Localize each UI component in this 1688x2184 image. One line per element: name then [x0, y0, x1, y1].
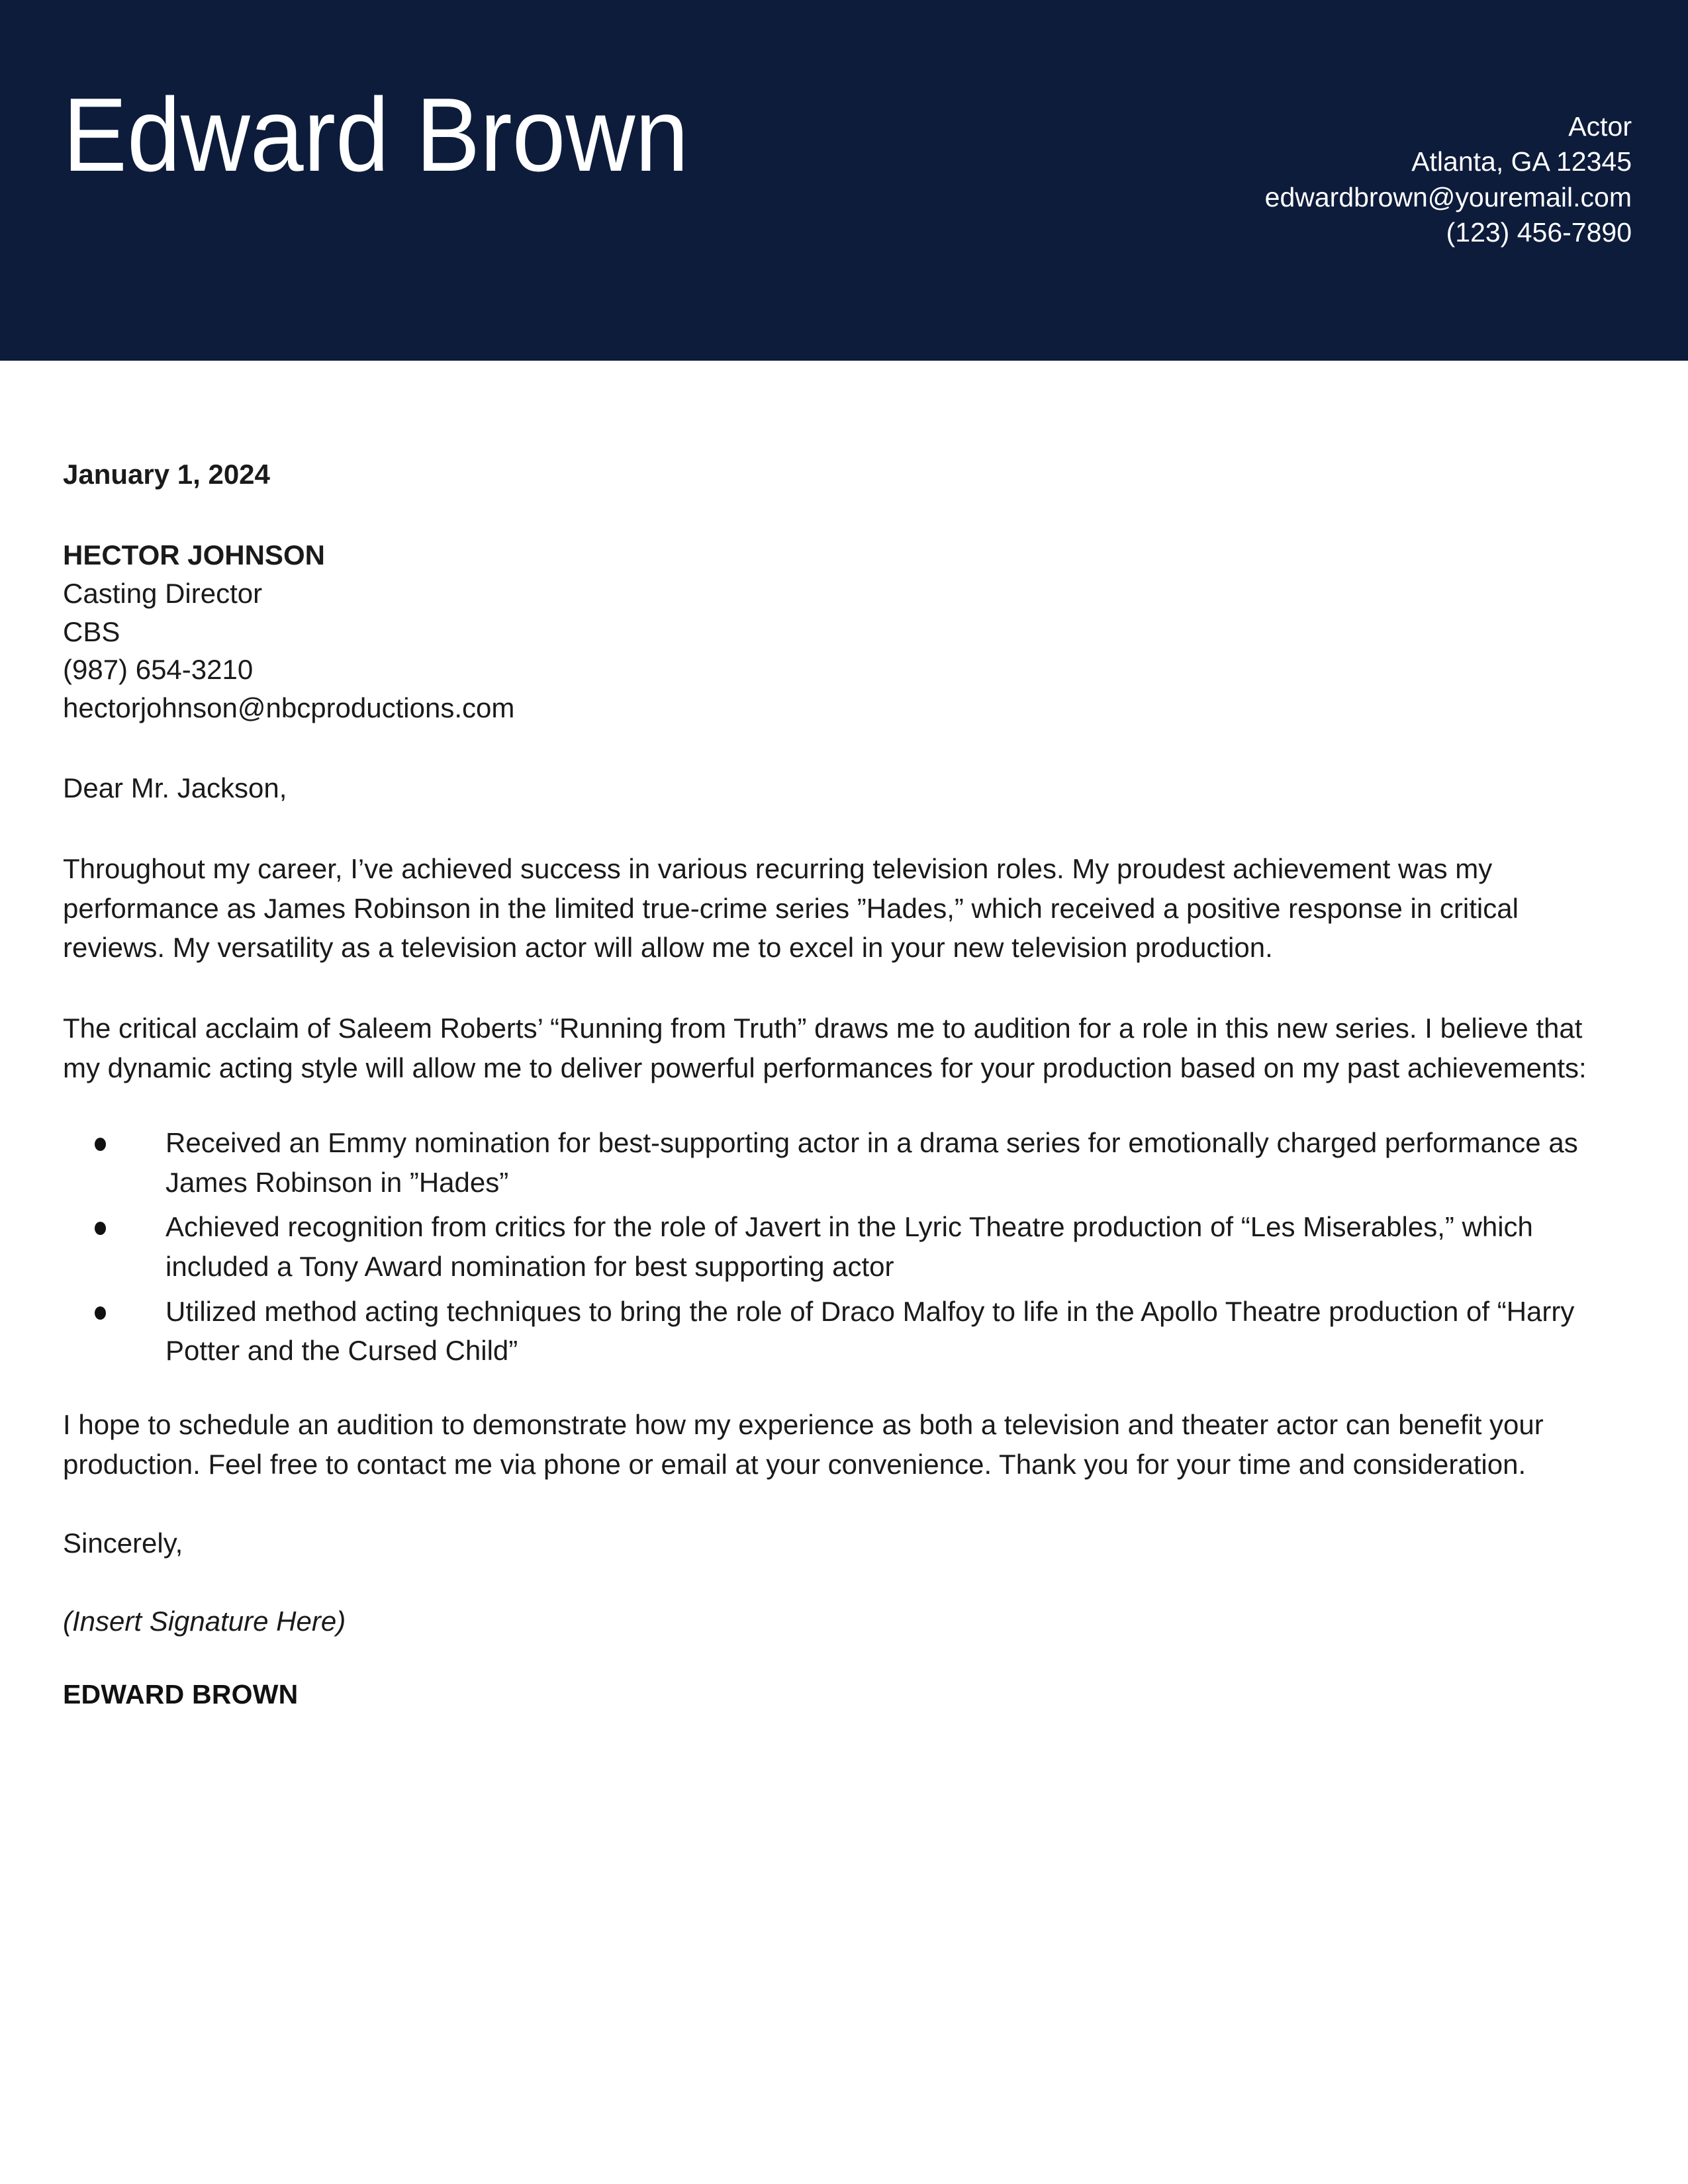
sign-off: Sincerely,	[63, 1527, 183, 1559]
achievements-list	[63, 1123, 1626, 1371]
body-paragraph-2: The critical acclaim of Saleem Roberts’ “Running from Truth” draws me to audition for a role in this new series. I believe that my dynamic acting style will allow me to deliver powerful performances for your production based on my past achievements:	[63, 1012, 1587, 1083]
bullet-dot-icon	[95, 1306, 106, 1320]
list-item	[63, 1292, 1626, 1371]
recipient-name: HECTOR JOHNSON	[63, 539, 325, 570]
signer-name: EDWARD BROWN	[63, 1679, 299, 1710]
letter-body	[63, 361, 1626, 1710]
header-inner	[63, 0, 1632, 361]
list-item	[63, 1123, 1626, 1202]
contact-email: edwardbrown@youremail.com	[1264, 181, 1632, 212]
recipient-company: CBS	[63, 615, 120, 647]
contact-info-block	[1265, 109, 1632, 250]
recipient-email: hectorjohnson@nbcproductions.com	[63, 692, 515, 724]
header-banner	[0, 0, 1688, 361]
body-paragraph-1: Throughout my career, I’ve achieved success in various recurring television roles. My proudest achievement was my performance as James Robinson in the limited true-crime series ”Hades,” which received a positive response in critical reviews. My versatility as a television actor will allow me to excel in your new television production.	[63, 853, 1519, 964]
bullet-dot-icon	[95, 1222, 106, 1235]
list-item-text: Utilized method acting techniques to bring the role of Draco Malfoy to life in the Apollo Theatre production of “Harry Potter and the Cursed Child”	[165, 1295, 1575, 1367]
bullet-dot-icon	[95, 1138, 106, 1151]
signature-placeholder: (Insert Signature Here)	[63, 1605, 346, 1637]
recipient-title: Casting Director	[63, 577, 263, 609]
list-item-text: Achieved recognition from critics for the role of Javert in the Lyric Theatre production of “Les Miserables,” which included a Tony Award nomination for best supporting actor	[165, 1211, 1533, 1283]
contact-phone: (123) 456-7890	[1446, 216, 1632, 248]
contact-location: Atlanta, GA 12345	[1411, 146, 1632, 177]
closing-paragraph: I hope to schedule an audition to demonstrate how my experience as both a television and theater actor can benefit your production. Feel free to contact me via phone or email at your convenience. Thank you for your time and consideration.	[63, 1408, 1544, 1480]
recipient-phone: (987) 654-3210	[63, 654, 254, 686]
recipient-block	[63, 536, 1626, 728]
list-item	[63, 1207, 1626, 1286]
salutation: Dear Mr. Jackson,	[63, 772, 287, 804]
page-title: Edward Brown	[63, 77, 689, 193]
list-item-text: Received an Emmy nomination for best-supporting actor in a drama series for emotionally charged performance as James Robinson in ”Hades”	[165, 1127, 1578, 1198]
contact-role: Actor	[1568, 111, 1632, 142]
letter-date: January 1, 2024	[63, 459, 270, 490]
